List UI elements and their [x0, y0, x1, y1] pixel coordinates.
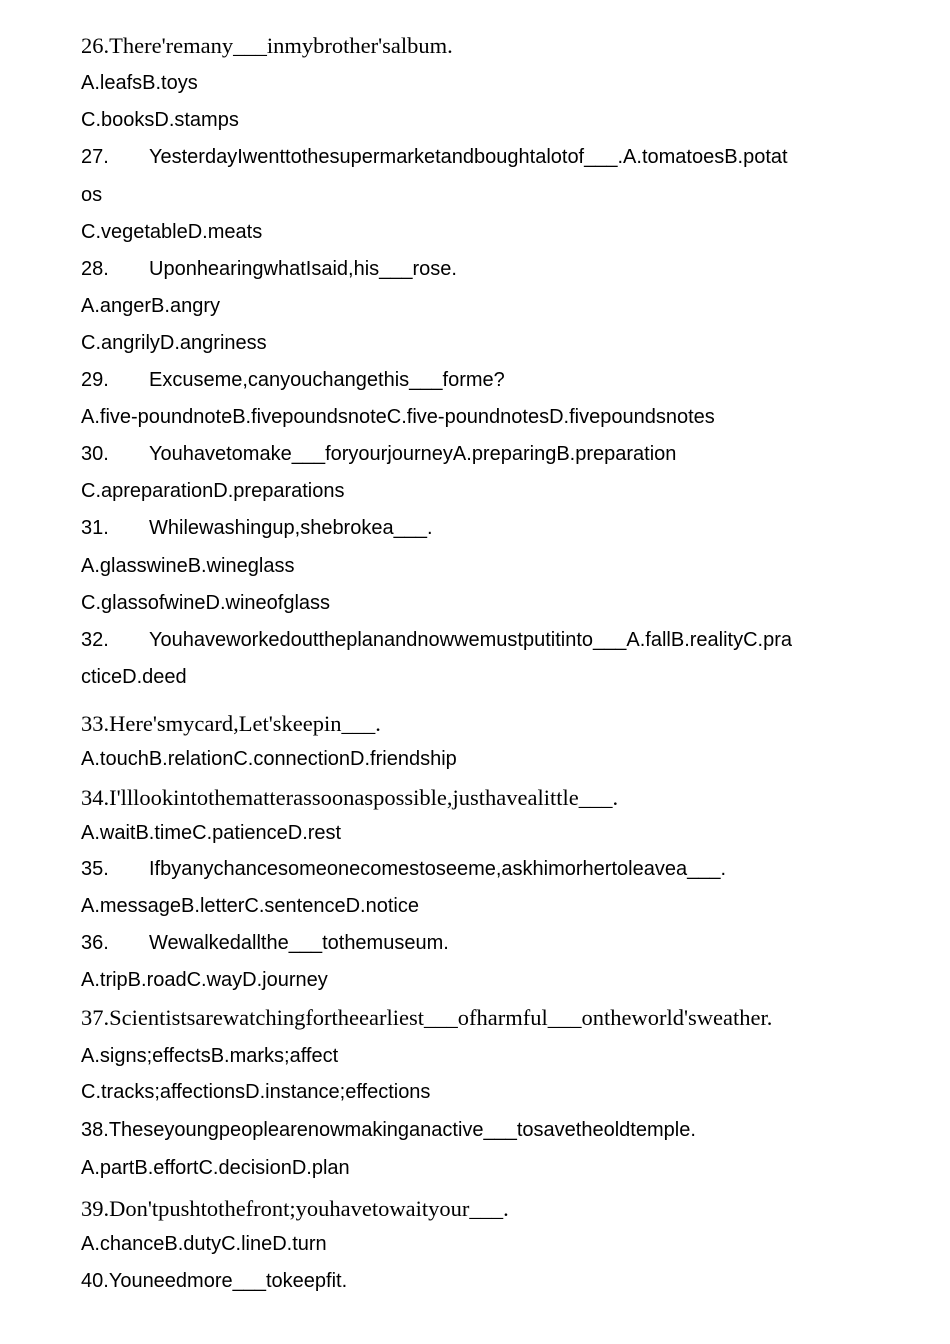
question-text: UponhearingwhatIsaid,his___rose. [149, 258, 457, 280]
question-number: 33. [81, 711, 110, 736]
question-26-options-1: A.leafsB.toys [81, 72, 198, 94]
question-text: Youhaveworkedouttheplanandnowwemustputitinto___A.fallB.realityC.pra [149, 629, 793, 651]
question-text: Scientistsarewatchingfortheearliest___ofharmful___ontheworld'sweather. [109, 1005, 773, 1030]
question-text: Don'tpushtothefront;youhavetowaityour___. [109, 1196, 509, 1221]
question-text: I'lllookintothematterassoonaspossible,justhavealittle___. [109, 785, 619, 810]
question-text: There'remany___inmybrother'salbum. [109, 33, 453, 58]
question-39-options-1: A.chanceB.dutyC.lineD.turn [81, 1233, 327, 1255]
question-text: Excuseme,canyouchangethis___forme? [149, 369, 505, 391]
question-31-stem [81, 516, 433, 540]
question-text: Wewalkedallthe___tothemuseum. [149, 932, 449, 954]
question-27-stem-continued: os [81, 184, 103, 206]
question-number: 31. [81, 517, 109, 539]
question-32-stem-continued: cticeD.deed [81, 666, 187, 688]
question-38-stem [81, 1118, 696, 1142]
question-38-options-1: A.partB.effortC.decisionD.plan [81, 1157, 350, 1179]
question-36-stem [81, 931, 449, 955]
question-37-stem [81, 1006, 772, 1030]
question-40-stem [81, 1269, 347, 1293]
question-text: Ifbyanychancesomeonecomestoseeme,askhimorhertoleavea___. [149, 858, 727, 880]
question-29-stem [81, 368, 505, 392]
question-33-options-1: A.touchB.relationC.connectionD.friendship [81, 748, 457, 770]
question-37-options-1: A.signs;effectsB.marks;affect [81, 1045, 339, 1067]
question-27-options-1: C.vegetableD.meats [81, 221, 263, 243]
question-number: 27. [81, 146, 109, 168]
question-35-stem [81, 857, 726, 881]
question-28-options-2: C.angrilyD.angriness [81, 332, 267, 354]
question-26-stem [81, 34, 453, 58]
question-37-options-2: C.tracks;affectionsD.instance;effections [81, 1081, 431, 1103]
question-31-options-2: C.glassofwineD.wineofglass [81, 592, 331, 614]
question-28-options-1: A.angerB.angry [81, 295, 220, 317]
question-35-options-1: A.messageB.letterC.sentenceD.notice [81, 895, 419, 917]
question-number: 38. [81, 1119, 109, 1141]
question-32-stem [81, 628, 792, 652]
question-29-options-1: A.five-poundnoteB.fivepoundsnoteC.five-poundnotesD.fivepoundsnotes [81, 406, 715, 428]
question-text: Theseyoungpeoplearenowmakinganactive___tosavetheoldtemple. [108, 1119, 696, 1141]
question-text: YesterdayIwenttothesupermarketandboughtalotof___.A.tomatoesB.potat [149, 146, 788, 168]
question-text: Youneedmore___tokeepfit. [108, 1270, 348, 1292]
question-text: Whilewashingup,shebrokea___. [149, 517, 433, 539]
question-number: 28. [81, 258, 109, 280]
question-text: Here'smycard,Let'skeepin___. [109, 711, 381, 736]
question-number: 36. [81, 932, 109, 954]
question-30-options-1: C.apreparationD.preparations [81, 480, 345, 502]
question-number: 39. [81, 1196, 110, 1221]
question-number: 37. [81, 1005, 110, 1030]
question-number: 34. [81, 785, 110, 810]
question-26-options-2: C.booksD.stamps [81, 109, 239, 131]
question-number: 29. [81, 369, 109, 391]
question-34-options-1: A.waitB.timeC.patienceD.rest [81, 822, 342, 844]
question-number: 30. [81, 443, 109, 465]
question-34-stem [81, 786, 618, 810]
question-28-stem [81, 257, 457, 281]
question-39-stem [81, 1197, 509, 1221]
question-30-stem [81, 442, 676, 466]
question-33-stem [81, 712, 381, 736]
question-number: 26. [81, 33, 110, 58]
question-number: 35. [81, 858, 109, 880]
question-31-options-1: A.glasswineB.wineglass [81, 555, 295, 577]
question-text: Youhavetomake___foryourjourneyA.preparingB.preparation [149, 443, 677, 465]
question-number: 40. [81, 1270, 109, 1292]
question-number: 32. [81, 629, 109, 651]
question-27-stem [81, 145, 788, 169]
question-36-options-1: A.tripB.roadC.wayD.journey [81, 969, 328, 991]
